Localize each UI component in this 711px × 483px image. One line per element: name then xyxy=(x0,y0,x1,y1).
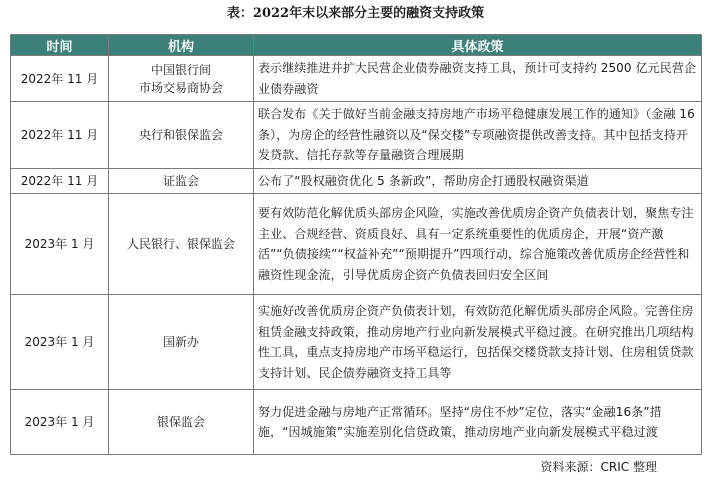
row-org: 银保监会 xyxy=(109,390,254,455)
table-row xyxy=(11,194,702,295)
row-time: 2022年 11 月 xyxy=(11,168,109,194)
header-org: 机构 xyxy=(109,35,254,56)
policy-table xyxy=(10,34,702,455)
row-policy: 公布了“股权融资优化 5 条新政”，帮助房企打通股权融资渠道 xyxy=(254,168,702,194)
header-policy: 具体政策 xyxy=(254,35,702,56)
row-org: 中国银行间 市场交易商协会 xyxy=(109,56,254,102)
source-note: 资料来源：CRIC 整理 xyxy=(540,460,657,474)
row-policy: 努力促进金融与房地产正常循环。坚持“房住不炒”定位，落实“金融16条”措施，“因城施策”实施差别化信贷政策，推动房地产业向新发展模式平稳过渡 xyxy=(254,390,702,455)
table-row xyxy=(11,295,702,390)
row-org: 人民银行、银保监会 xyxy=(109,194,254,295)
row-policy: 联合发布《关于做好当前金融支持房地产市场平稳健康发展工作的通知》（金融 16 条），为房企的经营性融资以及“保交楼”专项融资提供改善支持。其中包括支持开发贷款、信托存款等存量融资合理展期 xyxy=(254,102,702,169)
row-org: 央行和银保监会 xyxy=(109,102,254,169)
table-row xyxy=(11,390,702,455)
row-time: 2023年 1 月 xyxy=(11,295,109,390)
row-time: 2022年 11 月 xyxy=(11,56,109,102)
table-title: 表：2022年末以来部分主要的融资支持政策 xyxy=(226,6,485,21)
table-row xyxy=(11,56,702,102)
row-time: 2023年 1 月 xyxy=(11,194,109,295)
header-time: 时间 xyxy=(11,35,109,56)
row-org: 证监会 xyxy=(109,168,254,194)
table-row xyxy=(11,102,702,169)
row-policy: 实施好改善优质房企资产负债表计划，有效防范化解优质头部房企风险。完善住房租赁金融支持政策，推动房地产行业向新发展模式平稳过渡。在研究推出几项结构性工具，重点支持房地产市场平稳运行，包括保交楼贷款支持计划、住房租赁贷款支持计划、民企债券融资支持工具等 xyxy=(254,295,702,390)
table-row xyxy=(11,168,702,194)
row-org: 国新办 xyxy=(109,295,254,390)
row-time: 2023年 1 月 xyxy=(11,390,109,455)
row-policy: 要有效防范化解优质头部房企风险，实施改善优质房企资产负债表计划，聚焦专注主业、合规经营、资质良好、具有一定系统重要性的优质房企，开展“资产激活”“负债接续”“权益补充”“预期提升”四项行动，综合施策改善优质房企经营性和融资性现金流，引导优质房企资产负债表回归安全区间 xyxy=(254,194,702,295)
row-policy: 表示继续推进并扩大民营企业债券融资支持工具，预计可支持约 2500 亿元民营企业债券融资 xyxy=(254,56,702,102)
row-time: 2022年 11 月 xyxy=(11,102,109,169)
table-header-row xyxy=(11,35,702,56)
